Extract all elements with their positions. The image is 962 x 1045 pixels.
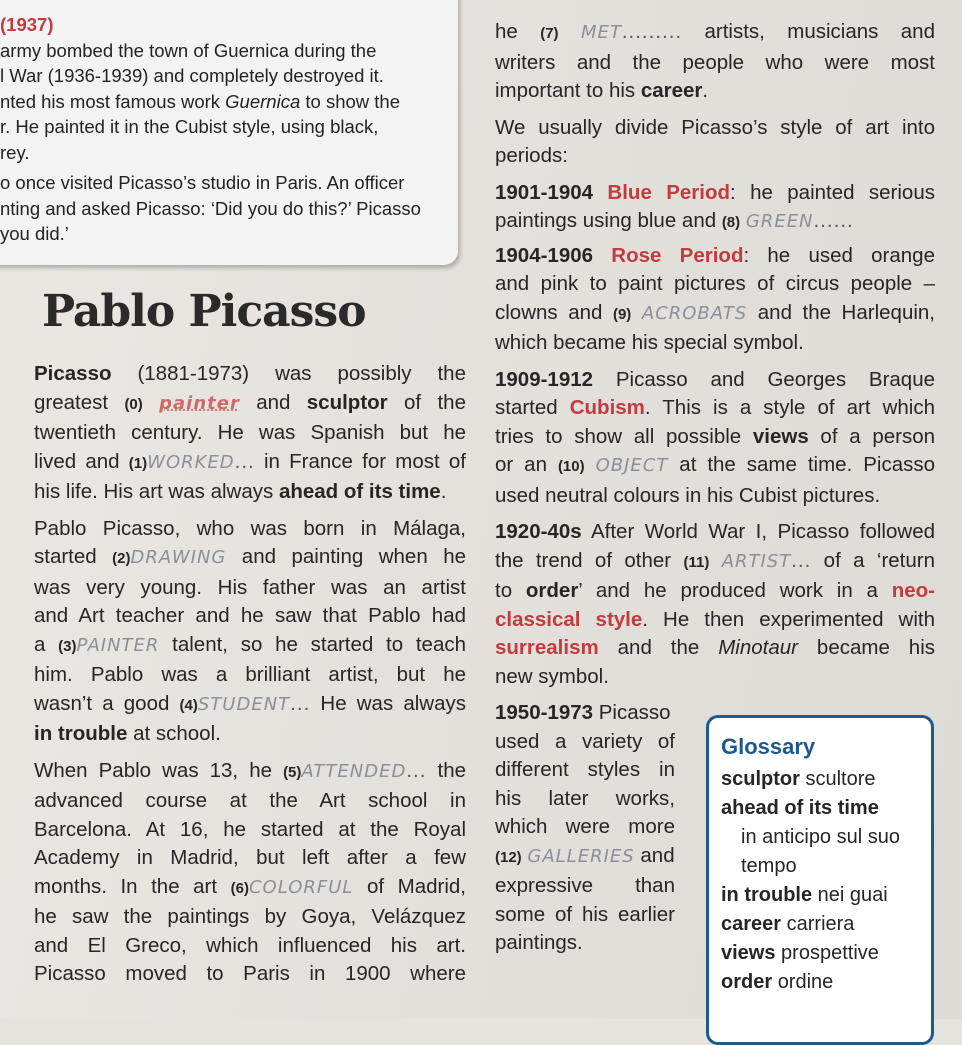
text-line: When Pablo was 13, he (5)ATTENDED... the — [34, 758, 466, 782]
text-line: some of his earlier — [495, 902, 675, 926]
text-line: greatest (0) painter and sculptor of the — [34, 390, 466, 414]
gap-number: (5) — [283, 763, 302, 781]
gap-number: (8) — [721, 214, 741, 231]
answer-3[interactable]: PAINTER — [76, 634, 160, 656]
gap-number: (1) — [128, 454, 148, 472]
glossary-box — [706, 715, 934, 1045]
text-line: tries to show all possible views of a person — [495, 424, 935, 448]
text-line: clowns and (9) ACROBATS and the Harlequin, — [495, 300, 936, 324]
page-title: Pablo Picasso — [42, 286, 366, 337]
left-column — [34, 360, 466, 989]
glossary-entry: ahead of its time — [721, 797, 879, 819]
text-line: which became his special symbol. — [495, 331, 804, 354]
text-line: 1950-1973 Picasso — [495, 701, 671, 724]
text-line: Picasso (1881-1973) was possibly the — [34, 362, 466, 385]
gap-number: (0) — [124, 395, 143, 413]
text-line: Barcelona. At 16, he started at the Royal — [34, 817, 466, 841]
text-line: 1920-40s After World War I, Picasso followed — [495, 520, 935, 543]
gap-number: (9) — [612, 305, 632, 323]
answer-5[interactable]: ATTENDED — [301, 760, 407, 782]
text-line: his later works, — [495, 786, 675, 810]
answer-1[interactable]: WORKED — [147, 451, 235, 473]
glossary-entry: in trouble nei guai — [721, 884, 888, 906]
box-line: rey. — [0, 141, 30, 163]
text-line: new symbol. — [495, 664, 609, 688]
text-line: advanced course at the Art school in — [34, 789, 466, 812]
box-line: you did.’ — [0, 223, 69, 244]
text-line: he (7) MET......... artists, musicians and — [495, 20, 935, 43]
text-line: different styles in — [495, 758, 675, 781]
answer-9[interactable]: ACROBATS — [641, 302, 748, 324]
answer-11[interactable]: ARTIST — [721, 550, 792, 572]
text-line: and pink to paint pictures of circus people – — [495, 272, 935, 295]
answer-7[interactable]: MET — [580, 22, 622, 43]
guernica-info-text — [0, 12, 460, 247]
text-line: wasn’t a good (4)STUDENT... He was always — [34, 691, 466, 715]
gap-number: (10) — [557, 458, 585, 475]
glossary-translation — [721, 823, 919, 852]
text-line: 1909-1912 Picasso and Georges Braque — [495, 367, 935, 391]
answer-6[interactable]: COLORFUL — [248, 876, 354, 898]
gap-number: (12) — [495, 848, 522, 866]
text-line: 1904-1906 Rose Period: he used orange — [495, 243, 935, 267]
text-line: used neutral colours in his Cubist pictures. — [495, 483, 881, 507]
text-line: Picasso moved to Paris in 1900 where — [34, 962, 466, 985]
final-paragraph — [495, 699, 675, 958]
text-line: he saw the paintings by Goya, Velázquez — [34, 905, 466, 928]
box-line: o once visited Picasso’s studio in Paris. An officer — [0, 172, 405, 193]
answer-4[interactable]: STUDENT — [197, 693, 291, 715]
text-line: used a variety of — [495, 729, 675, 753]
text-line: classical style. He then experimented with — [495, 607, 935, 631]
answer-0: painter — [159, 392, 240, 414]
text-line: and El Greco, which influenced his art. — [34, 933, 466, 957]
glossary-translation — [721, 852, 919, 881]
gap-number: (2) — [112, 550, 131, 567]
text-line: which were more — [495, 815, 675, 838]
text-line: 1901-1904 Blue Period: he painted serious — [495, 180, 935, 204]
text-line: expressive than — [495, 874, 675, 897]
answer-8[interactable]: GREEN — [745, 211, 814, 232]
glossary-title: Glossary — [721, 734, 816, 759]
text-line: periods: — [495, 144, 568, 167]
text-line: Pablo Picasso, who was born in Málaga, — [34, 516, 466, 540]
answer-2[interactable]: DRAWING — [130, 547, 227, 568]
text-line: twentieth century. He was Spanish but he — [34, 421, 466, 444]
box-line: (1937) — [0, 14, 54, 35]
gap-number: (11) — [683, 553, 710, 571]
box-line: r. He painted it in the Cubist style, using black, — [0, 116, 379, 137]
glossary-entry: career carriera — [721, 913, 855, 935]
text-line: to order’ and he produced work in a neo- — [495, 579, 935, 602]
text-line: surrealism and the Minotaur became his — [495, 636, 935, 659]
gap-number: (3) — [58, 637, 77, 655]
box-line: nted his most famous work Guernica to show the — [0, 90, 401, 112]
text-line: writers and the people who were most — [495, 50, 935, 74]
box-line: army bombed the town of Guernica during the — [0, 39, 377, 61]
answer-10[interactable]: OBJECT — [595, 455, 669, 476]
gap-number: (4) — [179, 696, 198, 714]
text-line: paintings. — [495, 931, 583, 954]
text-line: his life. His art was always ahead of its time. — [34, 480, 447, 503]
text-line: We usually divide Picasso’s style of art into — [495, 115, 935, 139]
answer-12[interactable]: GALLERIES — [527, 845, 635, 867]
gap-number: (7) — [540, 25, 559, 42]
text-line: months. In the art (6)COLORFUL of Madrid, — [34, 874, 466, 898]
text-line: him. Pablo was a brilliant artist, but he — [34, 663, 466, 686]
glossary-entry: views prospettive — [721, 942, 879, 964]
box-line: l War (1936-1939) and completely destroyed it. — [0, 65, 384, 86]
text-line: the trend of other (11) ARTIST... of a ‘return — [495, 548, 935, 572]
text-line: paintings using blue and (8) GREEN...... — [495, 209, 854, 232]
text-line: in trouble at school. — [34, 722, 221, 745]
glossary-translation-part: in anticipo sul suo — [741, 826, 900, 848]
gap-number: (6) — [230, 879, 249, 897]
text-line: (12) GALLERIES and — [495, 843, 675, 867]
text-line: started (2)DRAWING and painting when he — [34, 545, 466, 568]
text-line: started Cubism. This is a style of art which — [495, 396, 935, 419]
text-line: was very young. His father was an artist — [34, 575, 466, 599]
text-line: a (3)PAINTER talent, so he started to teach — [34, 632, 466, 656]
text-line: or an (10) OBJECT at the same time. Picasso — [495, 453, 936, 476]
text-line: and Art teacher and he saw that Pablo had — [34, 604, 466, 627]
text-line: important to his career. — [495, 79, 709, 102]
glossary-entry: order ordine — [721, 971, 834, 993]
glossary-entry: sculptor scultore — [721, 768, 876, 790]
text-line: Academy in Madrid, but left after a few — [34, 846, 466, 869]
box-line: nting and asked Picasso: ‘Did you do this?’ Picasso — [0, 197, 421, 219]
glossary-translation-part: tempo — [741, 855, 797, 877]
text-line: lived and (1)WORKED... in France for most of — [34, 449, 466, 473]
